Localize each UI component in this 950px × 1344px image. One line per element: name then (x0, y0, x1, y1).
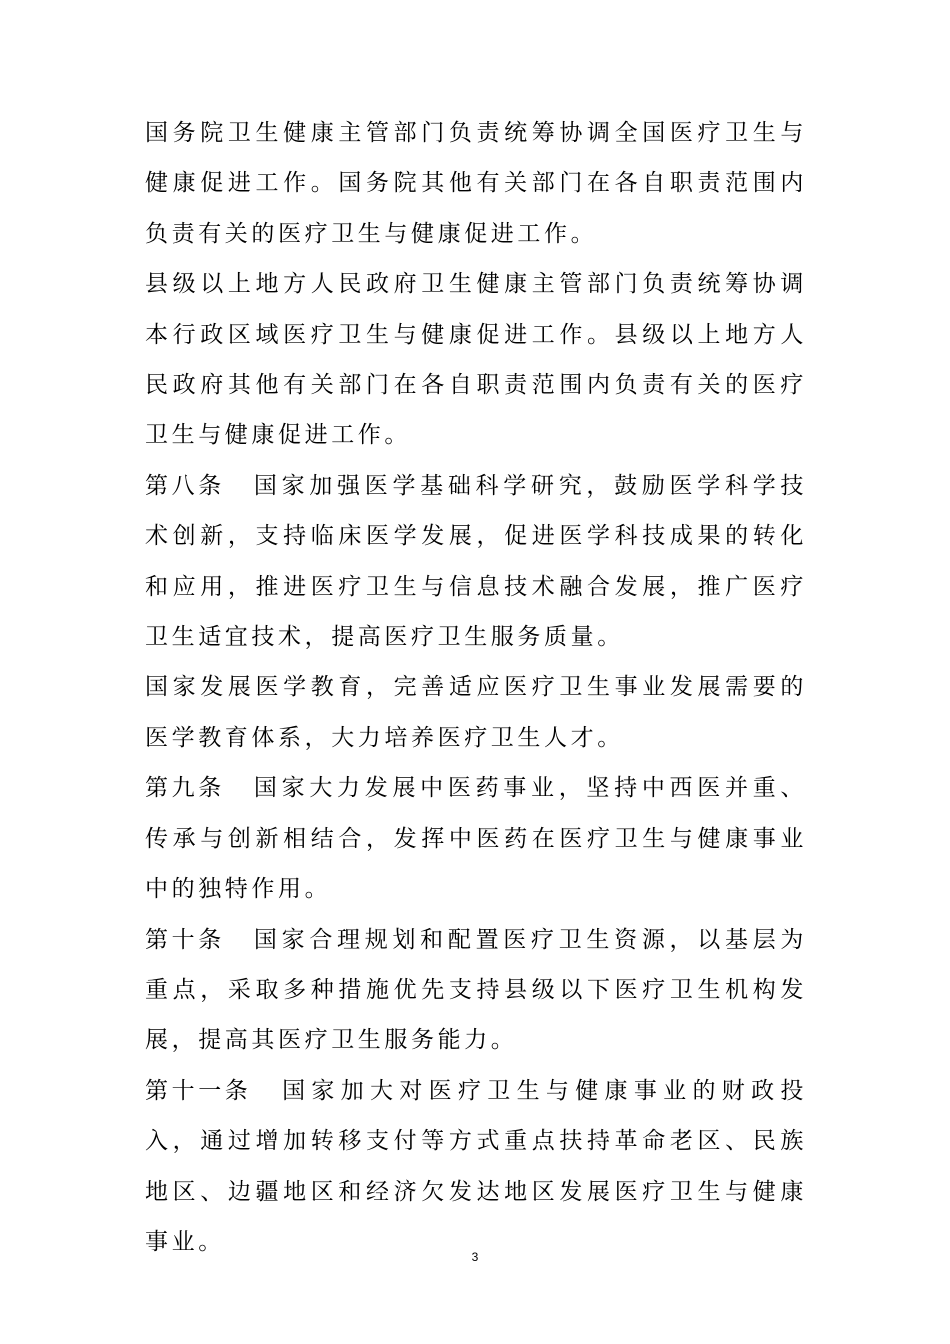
page-number: 3 (471, 1250, 479, 1264)
article-heading: 第八条 (145, 472, 225, 499)
paragraph-text: 县级以上地方人民政府卫生健康主管部门负责统筹协调本行政区域医疗卫生与健康促进工作。县级以上地方人民政府其他有关部门在各自职责范围内负责有关的医疗卫生与健康促进工作。 (145, 271, 807, 449)
paragraph-4 (145, 662, 807, 763)
article-11 (145, 1066, 807, 1268)
article-heading: 第十条 (145, 926, 225, 953)
article-heading: 第九条 (145, 775, 225, 802)
document-body (145, 108, 807, 1267)
paragraph-text: 国家加强医学基础科学研究，鼓励医学科学技术创新，支持临床医学发展，促进医学科技成果的转化和应用，推进医疗卫生与信息技术融合发展，推广医疗卫生适宜技术，提高医疗卫生服务质量。 (145, 472, 807, 651)
paragraph-text: 国家合理规划和配置医疗卫生资源，以基层为重点，采取多种措施优先支持县级以下医疗卫生机构发展，提高其医疗卫生服务能力。 (145, 926, 807, 1054)
paragraph-text: 国家加大对医疗卫生与健康事业的财政投入，通过增加转移支付等方式重点扶持革命老区、民族地区、边疆地区和经济欠发达地区发展医疗卫生与健康事业。 (145, 1077, 807, 1255)
paragraph-text: 国家大力发展中医药事业，坚持中西医并重、传承与创新相结合，发挥中医药在医疗卫生与健康事业中的独特作用。 (145, 775, 807, 903)
paragraph-text: 国务院卫生健康主管部门负责统筹协调全国医疗卫生与健康促进工作。国务院其他有关部门在各自职责范围内负责有关的医疗卫生与健康促进工作。 (145, 120, 807, 247)
article-10 (145, 915, 807, 1066)
article-9 (145, 763, 807, 914)
paragraph-2 (145, 259, 807, 461)
article-8 (145, 461, 807, 663)
paragraph-text: 国家发展医学教育，完善适应医疗卫生事业发展需要的医学教育体系，大力培养医疗卫生人才。 (145, 674, 807, 751)
paragraph-1 (145, 108, 807, 259)
article-heading: 第十一条 (145, 1077, 252, 1104)
